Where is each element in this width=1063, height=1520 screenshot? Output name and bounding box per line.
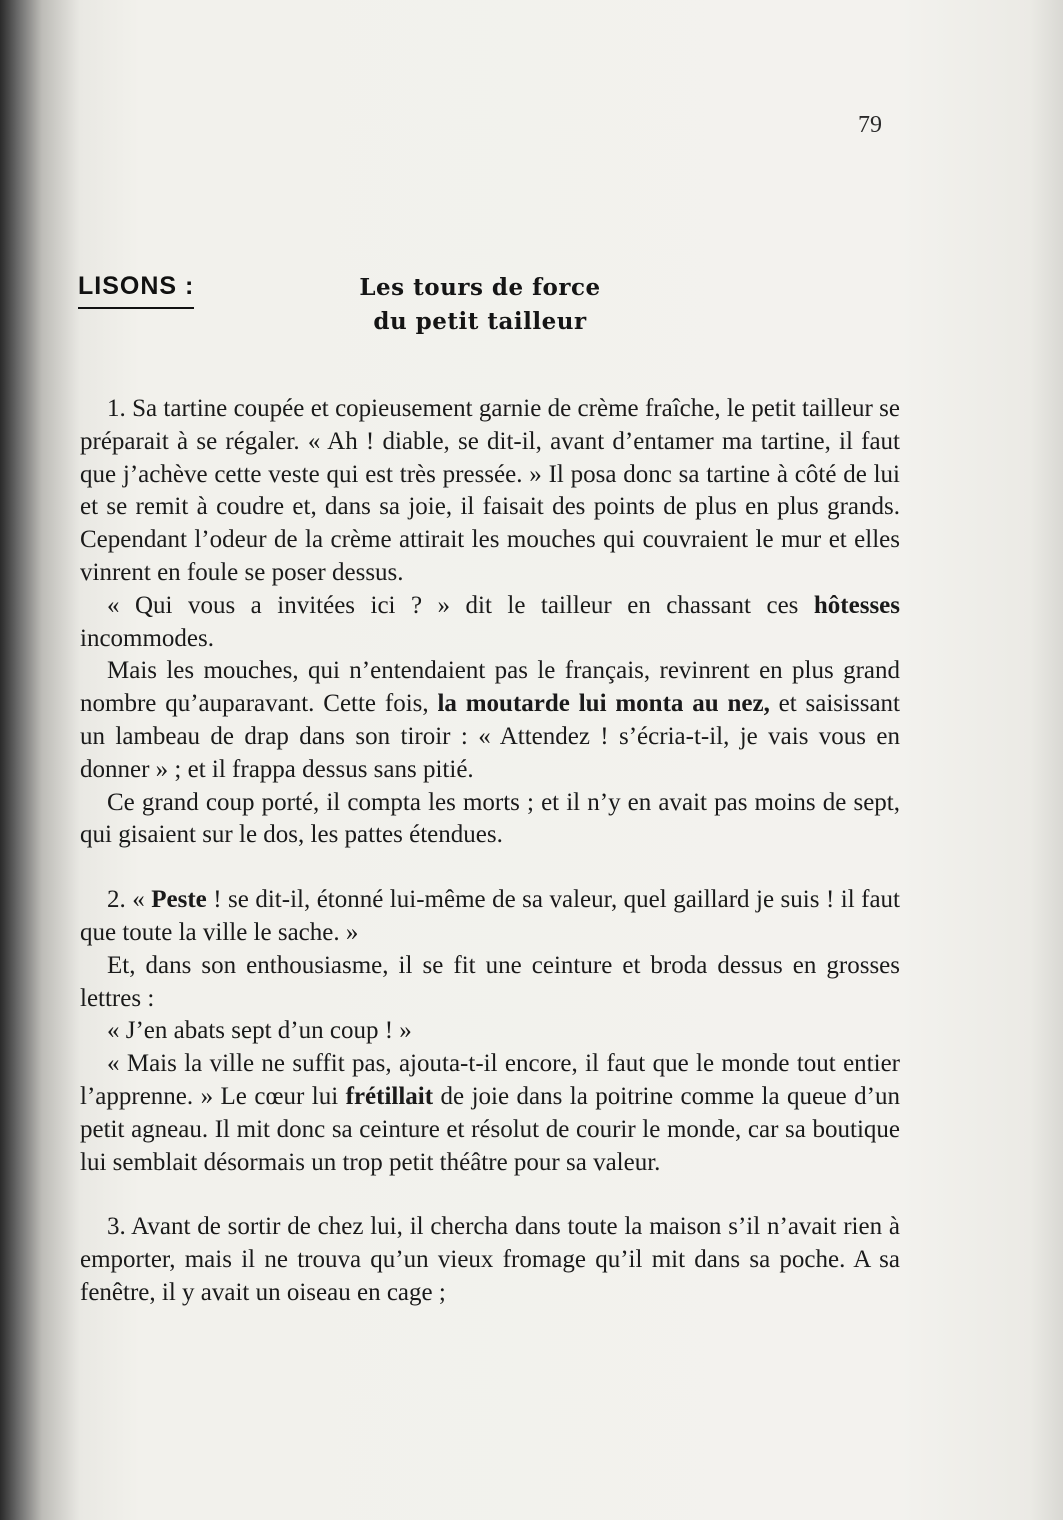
paragraph-1-2 (80, 590, 900, 656)
bold-vocabulary-word: hôtesses (813, 591, 900, 619)
paragraph-2-1 (80, 884, 900, 950)
text-run: incommodes. (80, 624, 215, 652)
paragraph-1-3 (80, 655, 900, 786)
text-run: et saisissant un lambeau de drap dans son tiroir : « Attendez ! s’écria-t-il, je vais vous en donner » ; et il frappa dessus sans pitié. (80, 690, 900, 783)
paragraph-3-1: 3. Avant de sortir de chez lui, il chercha dans toute la maison s’il n’avait rien à emporter, mais il ne trouva qu’un vieux fromage qu’il mit dans sa poche. A sa fenêtre, il y avait un oiseau en cage ; (80, 1213, 900, 1306)
bold-vocabulary-word: Peste (151, 886, 207, 914)
text-run: ! se dit-il, étonné lui-même de sa valeur, quel gaillard je suis ! il faut que toute la ville le sache. » (80, 886, 900, 946)
paragraph-1-4: Ce grand coup porté, il compta les morts ; et il n’y en avait pas moins de sept, qui gisaient sur le dos, les pattes étendues. (80, 788, 900, 849)
text-run: « Qui vous a invitées ici ? » dit le tailleur en chassant ces (107, 591, 814, 619)
page-number: 79 (858, 112, 882, 138)
section-heading-label: LISONS : (78, 272, 194, 309)
paragraph-2-2: Et, dans son enthousiasme, il se fit une ceinture et broda dessus en grosses lettres : (80, 951, 900, 1012)
paragraph-1-1: 1. Sa tartine coupée et copieusement garnie de crème fraîche, le petit tailleur se préparait à se régaler. « Ah ! diable, se dit-il, avant d’entamer ma tartine, il faut que j’achève cette veste qui est très pressée. » Il posa donc sa tartine à côté de lui et se remit à coudre et, dans sa joie, il faisait des points de plus en plus grands. Cependant l’odeur de la crème attirait les mouches qui couvraient le mur et elles vinrent en foule se poser dessus. (80, 395, 900, 586)
bold-vocabulary-word: frétillait (345, 1082, 434, 1110)
story-title-line-1: Les tours de force (359, 274, 601, 301)
story-title (300, 271, 660, 339)
story-title-line-2: du petit tailleur (373, 308, 587, 335)
story-body (80, 393, 900, 1310)
bold-expression: la moutarde lui monta au nez, (437, 690, 770, 718)
paragraph-2-3: « J’en abats sept d’un coup ! » (107, 1017, 412, 1045)
text-run: 2. « (107, 886, 152, 914)
paragraph-2-4 (80, 1048, 900, 1179)
text-run: « Mais la ville ne suffit pas, ajouta-t-il encore, il faut que le monde tout entier l’apprenne. » Le cœur lui (80, 1050, 900, 1110)
text-run: de joie dans la poitrine comme la queue d’un petit agneau. Il mit donc sa ceinture et résolut de courir le monde, car sa boutique lui semblait désormais un trop petit théâtre pour sa valeur. (80, 1082, 900, 1176)
text-run: Mais les mouches, qui n’entendaient pas le français, revinrent en plus grand nombre qu’auparavant. Cette fois, (80, 657, 900, 718)
